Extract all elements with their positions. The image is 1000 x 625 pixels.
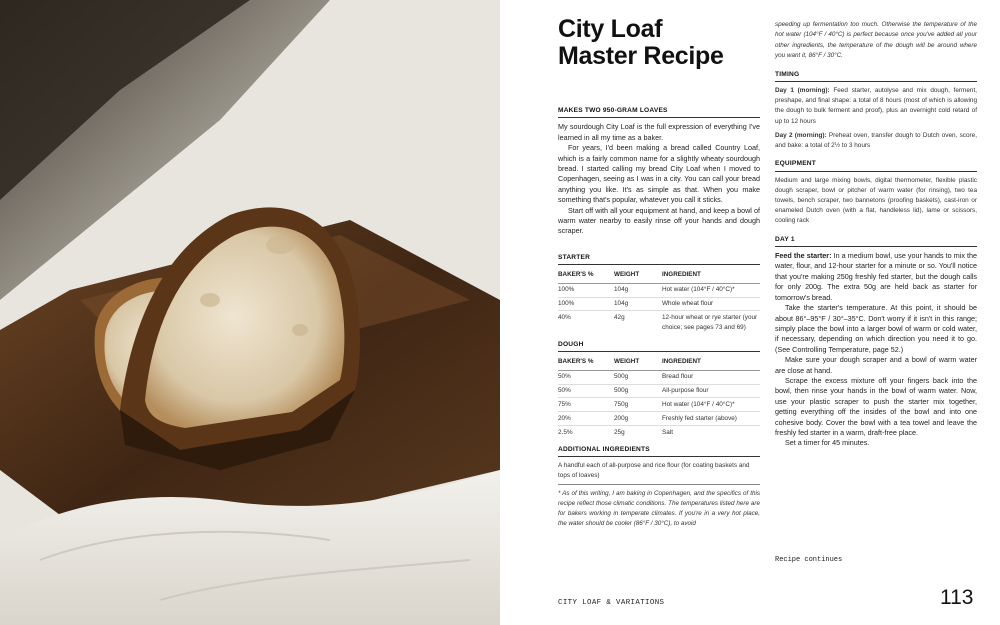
intro-paragraph: Start off with all your equipment at hand, and keep a bowl of warm water nearby to easily rinse off your hands and dough scraper.	[558, 205, 760, 236]
weight: 500g	[614, 370, 662, 384]
weight: 500g	[614, 384, 662, 398]
starter-table	[558, 269, 760, 334]
starter-heading: STARTER	[558, 253, 591, 261]
timing-day-1	[775, 86, 977, 127]
table-row	[558, 370, 760, 384]
ingredient: Bread flour	[662, 370, 760, 384]
ingredient: Whole wheat flour	[662, 297, 760, 311]
day-1-heading: DAY 1	[775, 235, 795, 243]
divider	[558, 456, 760, 457]
column-header: WEIGHT	[614, 356, 662, 370]
additional-ingredients-text: A handful each of all-purpose and rice flour (for coating baskets and tops of loaves)	[558, 462, 750, 480]
bakers-percent: 20%	[558, 412, 614, 426]
table-row	[558, 384, 760, 398]
ingredient: 12-hour wheat or rye starter (your choice; see pages 73 and 69)	[662, 311, 760, 334]
ingredient: Hot water (104°F / 40°C)*	[662, 398, 760, 412]
intro-text	[558, 122, 760, 236]
weight: 104g	[614, 283, 662, 297]
timing-day-2-label: Day 2 (morning):	[775, 131, 827, 139]
bakers-percent: 100%	[558, 297, 614, 311]
method-paragraph: Make sure your dough scraper and a bowl of warm water are close at hand.	[775, 355, 977, 375]
title-line-1: City Loaf	[558, 15, 663, 43]
divider	[558, 351, 760, 352]
ingredient: All-purpose flour	[662, 384, 760, 398]
timing-day-1-text: Feed starter, autolyse and mix dough, ferment, preshape, and final shape: a total of 8 hours (most of which is allowing the dough to bulk ferment and proof), plus an overnight cold retard of up to 12 hours	[775, 87, 977, 125]
page-title	[558, 16, 758, 70]
table-row	[558, 398, 760, 412]
running-footer: CITY LOAF & VARIATIONS	[558, 599, 665, 607]
divider	[558, 264, 760, 265]
bakers-percent: 75%	[558, 398, 614, 412]
table-row	[558, 412, 760, 426]
ingredient: Salt	[662, 425, 760, 438]
table-row	[558, 297, 760, 311]
bakers-percent: 100%	[558, 283, 614, 297]
method-paragraph	[775, 251, 977, 303]
right-column	[775, 20, 977, 449]
column-header: BAKER'S %	[558, 356, 614, 370]
title-line-2: Master Recipe	[558, 42, 724, 70]
timing-text	[775, 86, 977, 151]
equipment-list: Medium and large mixing bowls, digital thermometer, flexible plastic dough scraper, bowl or pitcher of warm water (for rinsing), two tea towels, bench scraper, two bannetons (proofing baskets), cast-iron or enameled Dutch oven (with a flat, handleless lid), lame or scissors, cooling rack	[775, 176, 977, 225]
timing-heading: TIMING	[775, 70, 800, 78]
page-number: 113	[940, 586, 974, 609]
column-header: BAKER'S %	[558, 269, 614, 283]
bakers-percent: 50%	[558, 384, 614, 398]
divider	[558, 484, 760, 485]
method-paragraph: Set a timer for 45 minutes.	[785, 438, 870, 448]
divider	[558, 117, 760, 118]
weight: 104g	[614, 297, 662, 311]
timing-day-1-label: Day 1 (morning):	[775, 87, 830, 95]
dough-heading: DOUGH	[558, 340, 584, 348]
weight: 42g	[614, 311, 662, 334]
table-row	[558, 283, 760, 297]
feed-starter-label: Feed the starter:	[775, 251, 832, 261]
divider	[775, 246, 977, 247]
table-row	[558, 425, 760, 438]
column-header: INGREDIENT	[662, 356, 760, 370]
feed-starter-text: In a medium bowl, use your hands to mix the water, flour, and 12-hour starter for a minute or so. You'll notice that you're making 250g freshly fed starter, but the dough calls for only 200g. The extra 50g are held back as starter for tomorrow's bread.	[775, 251, 977, 302]
weight: 750g	[614, 398, 662, 412]
intro-paragraph: My sourdough City Loaf is the full expression of everything I've learned in all my time as a baker.	[558, 122, 760, 142]
equipment-text	[775, 176, 977, 227]
divider	[775, 171, 977, 172]
dough-table	[558, 356, 760, 439]
method-paragraph: Scrape the excess mixture off your fingers back into the bowl, then rinse your hands in the bowl of warm water. Now, use your plastic scraper to push the starter mix together, getting everything off the insides of the bowl and into one cohesive body. Cover the bowl with a tea towel and leave the freshly fed starter in a warm, draft-free place.	[775, 375, 977, 437]
left-column	[558, 106, 760, 529]
recipe-continues: Recipe continues	[775, 556, 843, 564]
bakers-percent: 40%	[558, 311, 614, 334]
table-row	[558, 311, 760, 334]
equipment-heading: EQUIPMENT	[775, 160, 816, 168]
footnote-continued: speeding up fermentation too much. Otherwise the temperature of the hot water (104°F / 40°C) is perfect because once you've added all your other ingredients, the temperature of the dough will be around where you want it, 86°F / 30°C.	[775, 21, 977, 60]
weight: 25g	[614, 425, 662, 438]
ingredient: Freshly fed starter (above)	[662, 412, 760, 426]
timing-day-2-text: Preheat oven, transfer dough to Dutch oven, score, and bake: a total of 2½ to 3 hours	[775, 131, 978, 150]
additional-ingredients-heading: ADDITIONAL INGREDIENTS	[558, 445, 650, 453]
column-header: WEIGHT	[614, 269, 662, 283]
weight: 200g	[614, 412, 662, 426]
intro-paragraph: For years, I'd been making a bread called Country Loaf, which is a fairly common name for a slightly wheaty sourdough bread. I started calling my bread City Loaf when I moved to Copenhagen, seeing as I was in a city. You can call your bread anything you like. It's as simple as that. When you make something that's popular, whatever you call it sticks.	[558, 143, 760, 205]
method-paragraph: Take the starter's temperature. At this point, it should be about 86°–95°F / 30°–35°C. Don't worry if it isn't in this range; simply place the bowl into a larger bowl of warm or cold water, if necessary, depending on which direction you need it to go. (See Controlling Temperature, page 52.)	[775, 303, 977, 354]
column-header: INGREDIENT	[662, 269, 760, 283]
yield-heading: MAKES TWO 950-GRAM LOAVES	[558, 107, 668, 114]
divider	[775, 81, 977, 82]
recipe-page	[500, 0, 1000, 625]
bakers-percent: 50%	[558, 370, 614, 384]
timing-day-2	[775, 131, 977, 151]
ingredient: Hot water (104°F / 40°C)*	[662, 283, 760, 297]
footnote: * As of this writing, I am baking in Copenhagen, and the specifics of this recipe reflect those climatic conditions. The temperatures listed here are for bakers working in temperate climates. If you're in a very hot place, the water should be cooler (86°F / 30°C), to avoid	[558, 489, 760, 528]
bakers-percent: 2.5%	[558, 425, 614, 438]
